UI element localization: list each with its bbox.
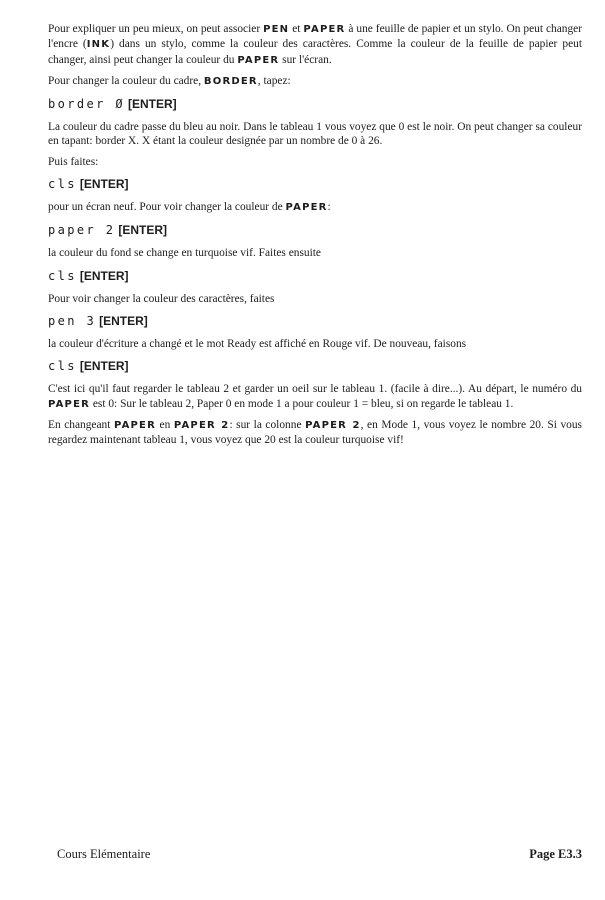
- paragraph-paper-2: [48, 418, 582, 448]
- command-code: border Ø: [48, 97, 125, 112]
- text-run: : sur la colonne: [229, 418, 306, 431]
- text-run: à une feuille de papier et un stylo. On peut changer l'encre (: [48, 23, 582, 51]
- command-line: [48, 314, 582, 328]
- text-run: est 0: Sur le tableau 2, Paper 0 en mode 1 a pour couleur 1 = bleu, si on regarde le tableau 1.: [90, 397, 514, 410]
- command-line: [48, 97, 582, 111]
- command-line: [48, 177, 582, 191]
- command-line: [48, 359, 582, 373]
- paragraph-tables: [48, 382, 582, 412]
- paragraph-ready-red: la couleur d'écriture a changé et le mot Ready est affiché en Rouge vif. De nouveau, faisons: [48, 337, 467, 350]
- keyword: PAPER: [237, 54, 280, 66]
- command-line: [48, 269, 582, 283]
- enter-key-label: [ENTER]: [79, 177, 129, 192]
- paragraph-border: [48, 74, 582, 89]
- document-body: [48, 22, 582, 453]
- text-run: , tapez:: [257, 74, 291, 87]
- text-run: , en Mode 1, vous voyez le nombre 20. Si vous regardez maintenant tableau 1, vous voyez que 20 est la couleur turquoise vif!: [48, 418, 582, 447]
- text-run: C'est ici qu'il faut regarder le tableau 2 et garder un oeil sur le tableau 1. (facile à dire...). Au départ, le numéro du: [48, 383, 582, 396]
- keyword: PAPER 2: [305, 419, 361, 431]
- text-run: pour un écran neuf. Pour voir changer la couleur de: [48, 201, 286, 214]
- paragraph-intro: [48, 22, 582, 68]
- text-run: ) dans un stylo, comme la couleur des caractères. Comme la couleur de la feuille de papier peut changer, ainsi peut changer la couleur du: [48, 38, 583, 66]
- text-run: et: [289, 23, 304, 35]
- keyword: INK: [86, 39, 111, 51]
- paragraph-puis-faites: Puis faites:: [48, 155, 99, 168]
- keyword: BORDER: [203, 75, 258, 87]
- enter-key-label: [ENTER]: [79, 268, 129, 283]
- keyword: PAPER: [285, 202, 328, 214]
- footer-page-number: Page E3.3: [529, 847, 582, 861]
- paragraph-turquoise: la couleur du fond se change en turquoise vif. Faites ensuite: [48, 247, 321, 260]
- text-run: :: [327, 201, 331, 214]
- text-run: Pour changer la couleur du cadre,: [48, 74, 204, 87]
- command-code: paper 2: [48, 223, 116, 238]
- paragraph-pen-intro: Pour voir changer la couleur des caractères, faites: [48, 292, 275, 305]
- paragraph-new-screen: [48, 200, 582, 215]
- footer-course-title: Cours Elémentaire: [57, 847, 151, 861]
- enter-key-label: [ENTER]: [79, 359, 129, 374]
- keyword: PAPER: [303, 24, 346, 35]
- text-run: sur l'écran.: [279, 53, 332, 66]
- keyword: PAPER: [48, 398, 91, 410]
- command-code: cls: [48, 177, 77, 192]
- keyword: PEN: [263, 24, 290, 35]
- command-code: cls: [48, 268, 77, 283]
- text-run: en: [155, 418, 174, 431]
- enter-key-label: [ENTER]: [99, 313, 148, 328]
- text-run: En changeant: [48, 418, 114, 431]
- paragraph-border-result: La couleur du cadre passe du bleu au noir. Dans le tableau 1 vous voyez que 0 est le noir. On peut changer sa couleur en tapant: border X. X étant la couleur designée par un nombre de 0 à 26.: [48, 121, 582, 148]
- command-line: [48, 223, 582, 237]
- keyword: PAPER: [113, 419, 156, 431]
- command-code: cls: [48, 359, 77, 374]
- command-code: pen 3: [48, 313, 97, 328]
- enter-key-label: [ENTER]: [118, 223, 168, 238]
- keyword: PAPER 2: [173, 419, 230, 431]
- enter-key-label: [ENTER]: [128, 97, 177, 112]
- text-run: Pour expliquer un peu mieux, on peut associer: [48, 23, 264, 35]
